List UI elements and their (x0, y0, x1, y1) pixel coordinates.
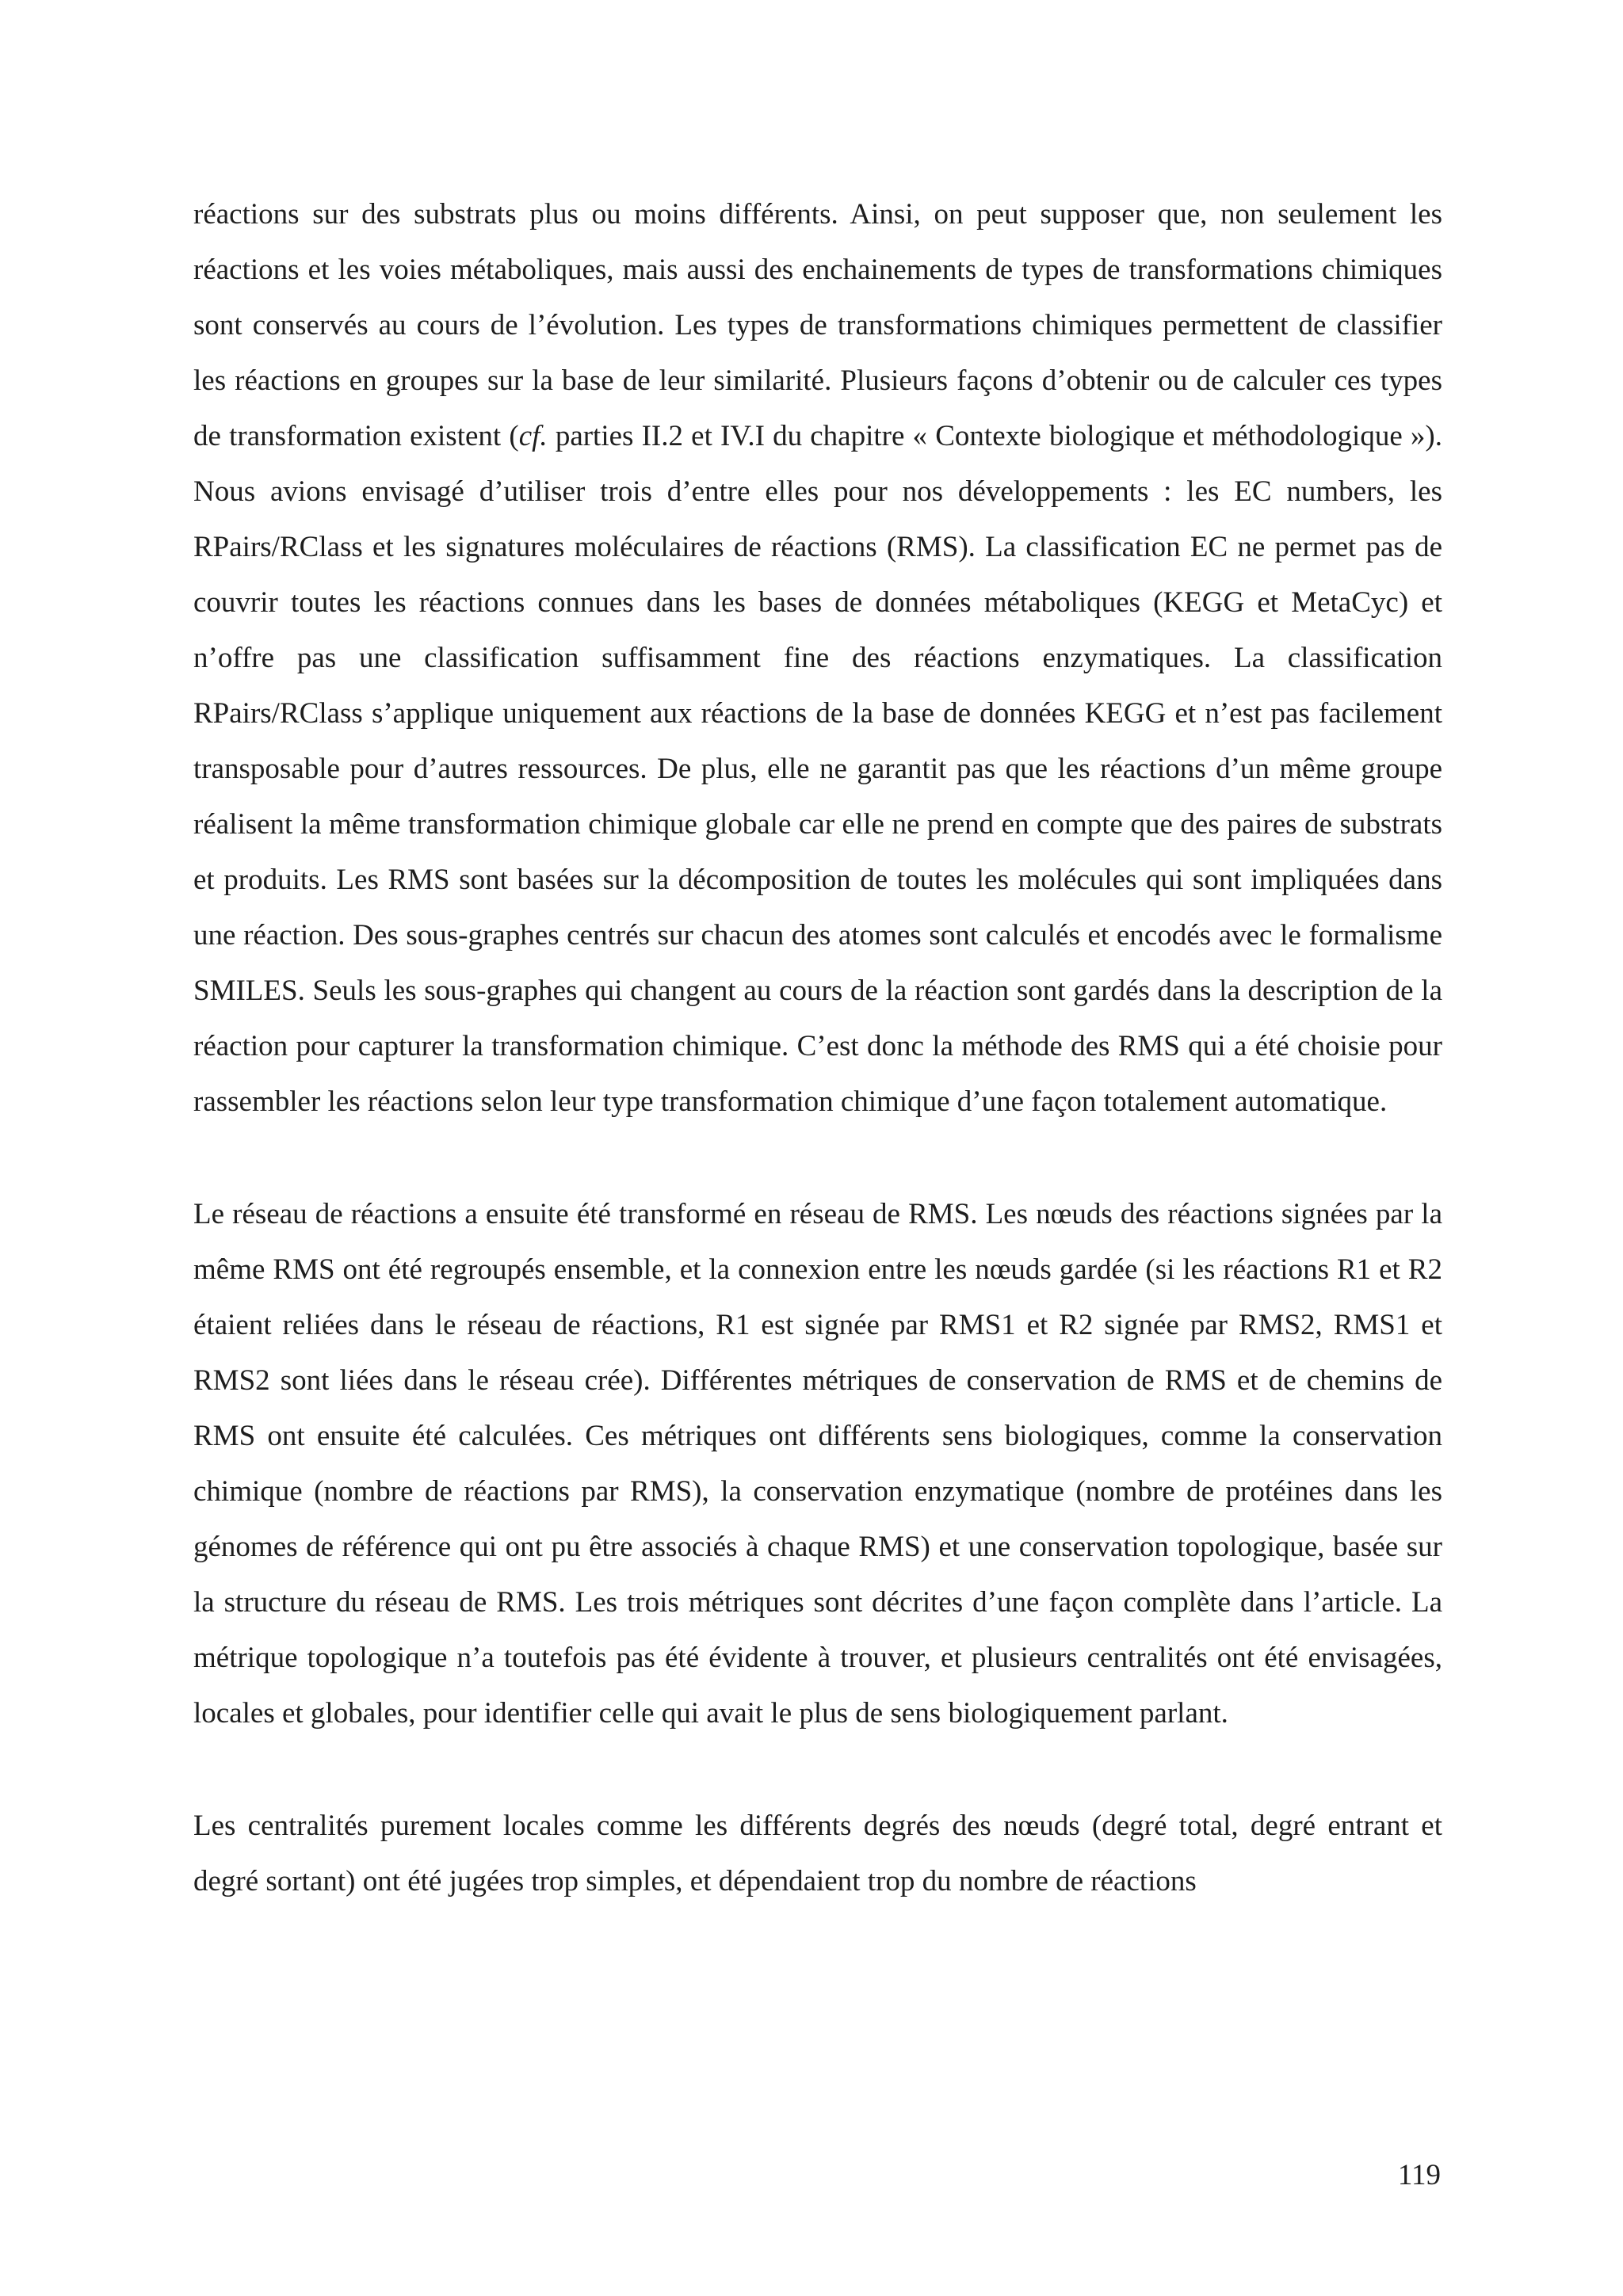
cf-abbreviation: cf. (518, 420, 548, 452)
paragraph-2: Le réseau de réactions a ensuite été transformé en réseau de RMS. Les nœuds des réactions signées par la même RMS ont été regroupés ensemble, et la connexion entre les nœuds gardée (si les réactions R1 et R2 étaient reliées dans le réseau de réactions, R1 est signée par RMS1 et R2 signée par RMS2, RMS1 et RMS2 sont liées dans le réseau crée). Différentes métriques de conservation de RMS et de chemins de RMS ont ensuite été calculées. Ces métriques ont différents sens biologiques, comme la conservation chimique (nombre de réactions par RMS), la conservation enzymatique (nombre de protéines dans les génomes de référence qui ont pu être associés à chaque RMS) et une conservation topologique, basée sur la structure du réseau de RMS. Les trois métriques sont décrites d’une façon complète dans l’article. La métrique topologique n’a toutefois pas été évidente à trouver, et plusieurs centralités ont été envisagées, locales et globales, pour identifier celle qui avait le plus de sens biologiquement parlant. (193, 1198, 1442, 1730)
paragraph-1 (193, 187, 1442, 1130)
paragraph-1-part-1: réactions sur des substrats plus ou moins différents. Ainsi, on peut supposer que, non seulement les réactions et les voies métaboliques, mais aussi des enchainements de types de transformations chimiques sont conservés au cours de l’évolution. Les types de transformations chimiques permettent de classifier les réactions en groupes sur la base de leur similarité. Plusieurs façons d’obtenir ou de calculer ces types de transformation existent ( (193, 198, 1442, 452)
document-body (193, 187, 1442, 1909)
paragraph-1-part-2: parties II.2 et IV.I du chapitre « Contexte biologique et méthodologique »). Nous avions envisagé d’utiliser trois d’entre elles pour nos développements : les EC numbers, les RPairs/RClass et les signatures moléculaires de réactions (RMS). La classification EC ne permet pas de couvrir toutes les réactions connues dans les bases de données métaboliques (KEGG et MetaCyc) et n’offre pas une classification suffisamment fine des réactions enzymatiques. La classification RPairs/RClass s’applique uniquement aux réactions de la base de données KEGG et n’est pas facilement transposable pour d’autres ressources. De plus, elle ne garantit pas que les réactions d’un même groupe réalisent la même transformation chimique globale car elle ne prend en compte que des paires de substrats et produits. Les RMS sont basées sur la décomposition de toutes les molécules qui sont impliquées dans une réaction. Des sous-graphes centrés sur chacun des atomes sont calculés et encodés avec le formalisme SMILES. Seuls les sous-graphes qui changent au cours de la réaction sont gardés dans la description de la réaction pour capturer la transformation chimique. C’est donc la méthode des RMS qui a été choisie pour rassembler les réactions selon leur type transformation chimique d’une façon totalement automatique. (193, 420, 1443, 1118)
paragraph-3: Les centralités purement locales comme les différents degrés des nœuds (degré total, degré entrant et degré sortant) ont été jugées trop simples, et dépendaient trop du nombre de réactions (193, 1810, 1442, 1897)
page-number: 119 (1397, 2159, 1441, 2191)
